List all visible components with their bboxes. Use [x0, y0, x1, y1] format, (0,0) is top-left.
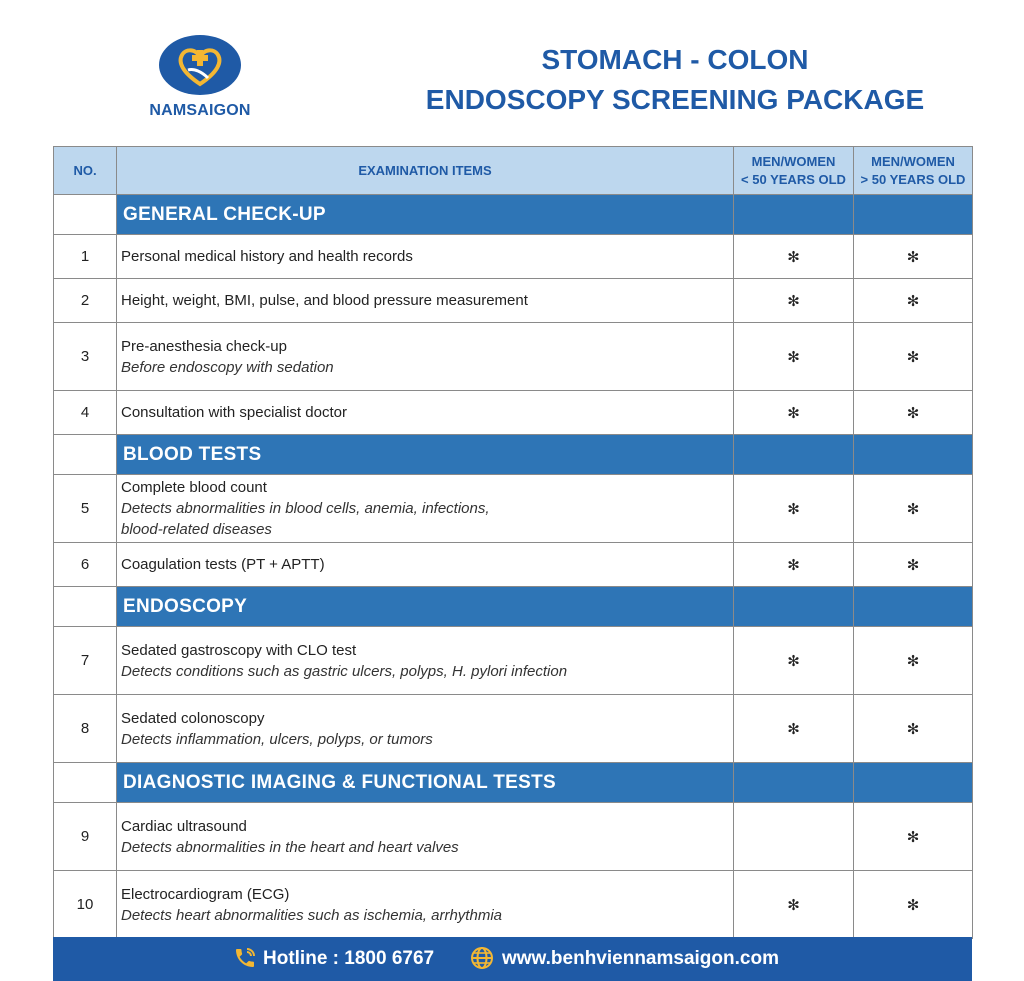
item-note-cont: blood-related diseases: [121, 521, 272, 538]
section-cell-over-50: [854, 195, 973, 235]
header-items: EXAMINATION ITEMS: [117, 147, 734, 195]
row-item: [117, 235, 734, 279]
included-under-50: [734, 279, 854, 323]
table-row: [54, 803, 973, 871]
included-mark: ✻: [787, 348, 800, 366]
included-mark: ✻: [787, 404, 800, 422]
row-item: [117, 323, 734, 391]
section-spacer-cell: [54, 587, 117, 627]
included-mark: ✻: [906, 348, 920, 366]
row-number: 1: [54, 235, 117, 279]
included-mark: ✻: [906, 828, 920, 846]
footer-bar: [53, 937, 972, 981]
included-under-50: [734, 871, 854, 939]
included-mark: ✻: [906, 248, 920, 266]
included-mark: ✻: [906, 500, 920, 518]
row-item: [117, 627, 734, 695]
item-note: Detects inflammation, ulcers, polyps, or tumors: [121, 730, 433, 748]
page-title: [380, 40, 970, 120]
item-name: Sedated gastroscopy with CLO test: [121, 641, 357, 659]
item-name: Consultation with specialist doctor: [121, 404, 347, 421]
included-over-50: [854, 475, 973, 543]
included-over-50: [854, 695, 973, 763]
row-number: 9: [54, 803, 117, 871]
section-title: GENERAL CHECK-UP: [117, 195, 734, 235]
row-number: 3: [54, 323, 117, 391]
included-under-50: [734, 475, 854, 543]
section-cell-over-50: [854, 763, 973, 803]
included-mark: ✻: [787, 652, 800, 670]
included-mark: ✻: [787, 292, 800, 310]
table-header-row: [54, 147, 973, 195]
row-item: [117, 871, 734, 939]
included-over-50: [854, 235, 973, 279]
item-name: Pre-anesthesia check-up: [121, 337, 287, 355]
section-header-row: [54, 587, 973, 627]
included-mark: ✻: [906, 652, 920, 670]
section-cell-under-50: [734, 435, 854, 475]
row-item: [117, 803, 734, 871]
table-row: [54, 323, 973, 391]
included-over-50: [854, 391, 973, 435]
header-under-50-line1: MEN/WOMEN: [751, 153, 836, 169]
included-mark: ✻: [906, 720, 920, 738]
row-number: 8: [54, 695, 117, 763]
included-over-50: [854, 323, 973, 391]
row-number: 5: [54, 475, 117, 543]
item-note: Detects heart abnormalities such as ischemia, arrhythmia: [121, 906, 502, 924]
included-mark: ✻: [787, 720, 800, 738]
brand-name: NAMSAIGON: [149, 102, 251, 119]
item-name: Sedated colonoscopy: [121, 709, 265, 727]
item-note: Detects abnormalities in the heart and heart valves: [121, 838, 459, 856]
included-mark: ✻: [906, 896, 920, 914]
item-name: Complete blood count: [121, 479, 267, 496]
row-number: 10: [54, 871, 117, 939]
globe-icon: [470, 946, 494, 970]
row-number: 2: [54, 279, 117, 323]
item-note: Detects abnormalities in blood cells, anemia, infections,: [121, 500, 490, 517]
section-header-row: [54, 435, 973, 475]
section-spacer-cell: [54, 763, 117, 803]
included-under-50: [734, 695, 854, 763]
section-cell-under-50: [734, 195, 854, 235]
header-over-50: [854, 147, 973, 195]
table-body: [54, 195, 973, 939]
phone-icon: [233, 946, 257, 970]
included-under-50: [734, 391, 854, 435]
included-mark: ✻: [787, 556, 800, 574]
item-note: Before endoscopy with sedation: [121, 358, 334, 376]
item-name: Personal medical history and health records: [121, 248, 413, 265]
title-line-2: ENDOSCOPY SCREENING PACKAGE: [425, 84, 925, 115]
included-mark: ✻: [906, 556, 920, 574]
section-title: ENDOSCOPY: [117, 587, 734, 627]
row-number: 6: [54, 543, 117, 587]
included-mark: ✻: [787, 896, 800, 914]
included-over-50: [854, 871, 973, 939]
included-mark: ✻: [906, 404, 920, 422]
included-over-50: [854, 627, 973, 695]
section-title: DIAGNOSTIC IMAGING & FUNCTIONAL TESTS: [117, 763, 734, 803]
included-under-50: [734, 543, 854, 587]
included-over-50: [854, 543, 973, 587]
header-under-50: [734, 147, 854, 195]
table-row: [54, 871, 973, 939]
package-table: [53, 146, 973, 939]
hotline-text: Hotline : 1800 6767: [263, 948, 435, 969]
section-cell-under-50: [734, 763, 854, 803]
included-mark: ✻: [906, 292, 920, 310]
table-row: [54, 279, 973, 323]
section-cell-over-50: [854, 435, 973, 475]
included-under-50: [734, 803, 854, 871]
section-cell-under-50: [734, 587, 854, 627]
section-header-row: [54, 763, 973, 803]
row-item: [117, 391, 734, 435]
section-spacer-cell: [54, 435, 117, 475]
section-header-row: [54, 195, 973, 235]
table-row: [54, 543, 973, 587]
heart-cross-logo-icon: [158, 34, 242, 96]
header-over-50-line1: MEN/WOMEN: [871, 153, 955, 169]
row-item: [117, 695, 734, 763]
table-row: [54, 391, 973, 435]
item-name: Height, weight, BMI, pulse, and blood pressure measurement: [121, 292, 528, 309]
row-item: [117, 475, 734, 543]
row-item: [117, 279, 734, 323]
header-no: NO.: [54, 147, 117, 195]
table-row: [54, 695, 973, 763]
brand-logo: [138, 34, 262, 124]
title-line-1: STOMACH - COLON: [541, 44, 809, 75]
header-over-50-line2: > 50 YEARS OLD: [860, 171, 966, 187]
included-under-50: [734, 627, 854, 695]
row-item: [117, 543, 734, 587]
item-name: Cardiac ultrasound: [121, 817, 247, 835]
included-under-50: [734, 235, 854, 279]
included-over-50: [854, 803, 973, 871]
website-link[interactable]: www.benhviennamsaigon.com: [502, 948, 779, 969]
table-row: [54, 475, 973, 543]
row-number: 4: [54, 391, 117, 435]
item-name: Electrocardiogram (ECG): [121, 885, 290, 903]
section-title: BLOOD TESTS: [117, 435, 734, 475]
included-mark: ✻: [787, 248, 800, 266]
table-row: [54, 627, 973, 695]
section-spacer-cell: [54, 195, 117, 235]
table-row: [54, 235, 973, 279]
included-over-50: [854, 279, 973, 323]
included-under-50: [734, 323, 854, 391]
item-name: Coagulation tests (PT + APTT): [121, 556, 325, 573]
header-under-50-line2: < 50 YEARS OLD: [741, 171, 846, 187]
item-note: Detects conditions such as gastric ulcers, polyps, H. pylori infection: [121, 662, 568, 680]
included-mark: ✻: [787, 500, 800, 518]
row-number: 7: [54, 627, 117, 695]
section-cell-over-50: [854, 587, 973, 627]
